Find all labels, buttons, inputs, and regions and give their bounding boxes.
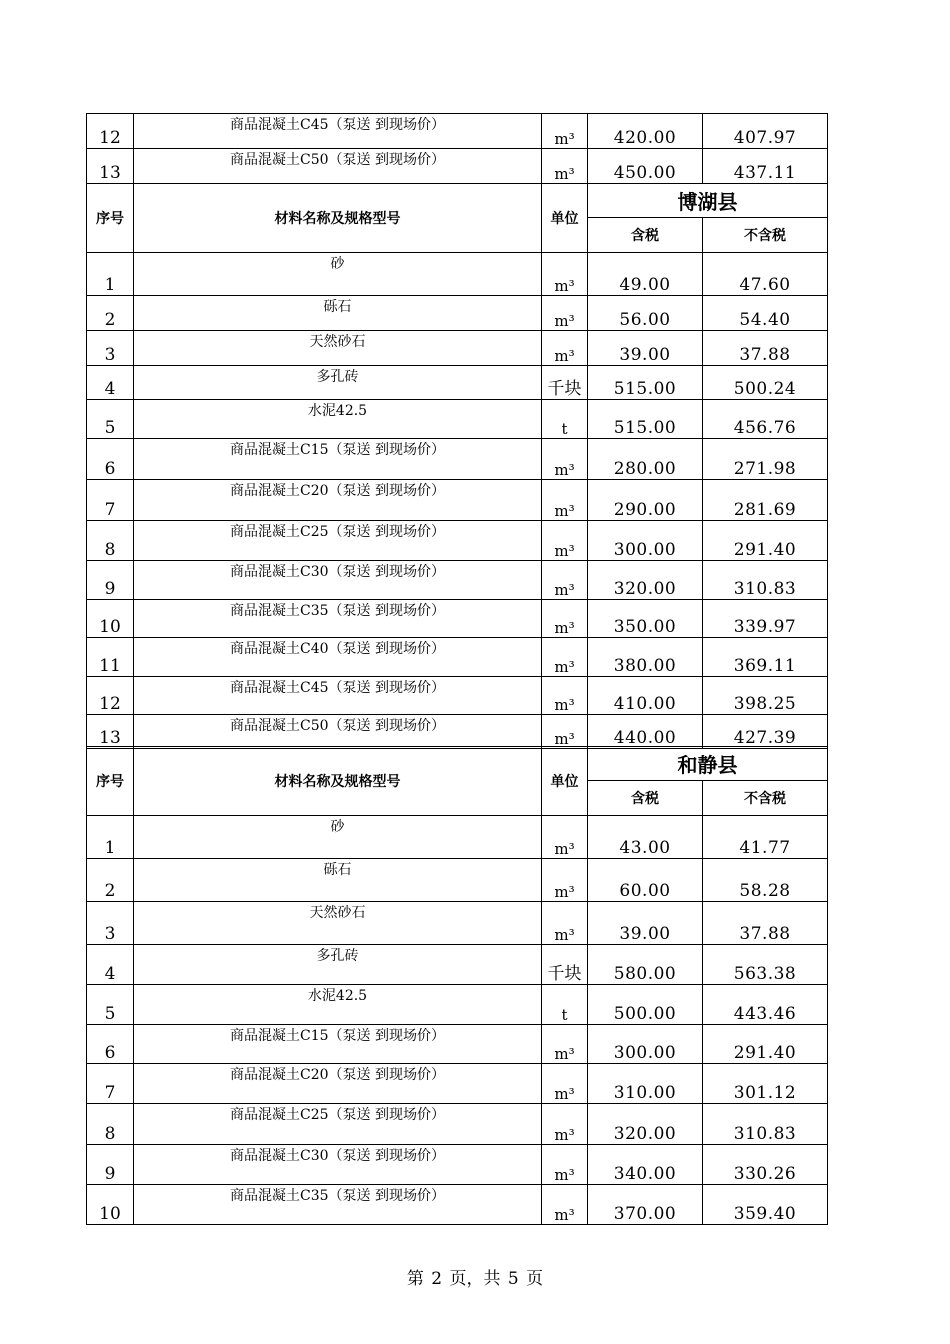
price-table <box>86 113 828 749</box>
price-with-tax: 515.00 <box>588 400 703 439</box>
price-without-tax: 301.12 <box>703 1064 828 1104</box>
table-row <box>87 480 828 521</box>
table-row <box>87 715 828 749</box>
price-without-tax: 37.88 <box>703 902 828 945</box>
row-number: 2 <box>87 859 134 902</box>
price-with-tax: 580.00 <box>588 945 703 985</box>
material-name: 砂 <box>134 253 542 296</box>
header-without-tax: 不含税 <box>703 781 828 816</box>
unit: m³ <box>542 1025 588 1064</box>
price-without-tax: 398.25 <box>703 677 828 715</box>
unit: m³ <box>542 1064 588 1104</box>
table-row <box>87 296 828 331</box>
price-with-tax: 500.00 <box>588 985 703 1025</box>
price-with-tax: 290.00 <box>588 480 703 521</box>
unit: m³ <box>542 253 588 296</box>
price-with-tax: 320.00 <box>588 1104 703 1145</box>
table-row <box>87 902 828 945</box>
unit: m³ <box>542 439 588 480</box>
table-row <box>87 1145 828 1185</box>
price-without-tax: 41.77 <box>703 816 828 859</box>
unit: t <box>542 400 588 439</box>
section-header-row <box>87 184 828 218</box>
header-unit: 单位 <box>542 184 588 253</box>
table-row <box>87 816 828 859</box>
table-row <box>87 253 828 296</box>
unit: m³ <box>542 638 588 677</box>
row-number: 10 <box>87 600 134 638</box>
material-name: 天然砂石 <box>134 331 542 366</box>
row-number: 1 <box>87 253 134 296</box>
row-number: 3 <box>87 331 134 366</box>
unit: m³ <box>542 561 588 600</box>
footer-total-unit: 页 <box>526 1269 544 1289</box>
material-name: 商品混凝土C25（泵送 到现场价） <box>134 521 542 561</box>
unit: 千块 <box>542 945 588 985</box>
county-title: 博湖县 <box>588 184 828 218</box>
section-header-row <box>87 747 828 781</box>
table-row <box>87 1025 828 1064</box>
price-without-tax: 407.97 <box>703 114 828 149</box>
price-without-tax: 437.11 <box>703 149 828 184</box>
table-row <box>87 400 828 439</box>
table-row <box>87 366 828 400</box>
price-with-tax: 320.00 <box>588 561 703 600</box>
price-without-tax: 500.24 <box>703 366 828 400</box>
price-without-tax: 58.28 <box>703 859 828 902</box>
header-without-tax: 不含税 <box>703 218 828 253</box>
price-without-tax: 310.83 <box>703 1104 828 1145</box>
price-with-tax: 300.00 <box>588 521 703 561</box>
material-name: 砾石 <box>134 296 542 331</box>
row-number: 12 <box>87 114 134 149</box>
unit: m³ <box>542 1185 588 1225</box>
unit: m³ <box>542 521 588 561</box>
table-row <box>87 1185 828 1225</box>
header-no: 序号 <box>87 184 134 253</box>
price-with-tax: 300.00 <box>588 1025 703 1064</box>
table-row <box>87 985 828 1025</box>
price-without-tax: 291.40 <box>703 1025 828 1064</box>
material-name: 水泥42.5 <box>134 985 542 1025</box>
price-without-tax: 47.60 <box>703 253 828 296</box>
price-without-tax: 37.88 <box>703 331 828 366</box>
material-name: 商品混凝土C40（泵送 到现场价） <box>134 638 542 677</box>
row-number: 7 <box>87 480 134 521</box>
price-with-tax: 370.00 <box>588 1185 703 1225</box>
row-number: 13 <box>87 715 134 749</box>
price-without-tax: 427.39 <box>703 715 828 749</box>
unit: m³ <box>542 902 588 945</box>
row-number: 2 <box>87 296 134 331</box>
material-name: 商品混凝土C45（泵送 到现场价） <box>134 677 542 715</box>
price-with-tax: 410.00 <box>588 677 703 715</box>
table-row <box>87 638 828 677</box>
price-without-tax: 54.40 <box>703 296 828 331</box>
material-name: 砾石 <box>134 859 542 902</box>
header-unit: 单位 <box>542 747 588 816</box>
price-with-tax: 39.00 <box>588 331 703 366</box>
price-with-tax: 340.00 <box>588 1145 703 1185</box>
price-without-tax: 271.98 <box>703 439 828 480</box>
unit: m³ <box>542 1145 588 1185</box>
table-row <box>87 600 828 638</box>
material-name: 砂 <box>134 816 542 859</box>
footer-page-unit: 页，共 <box>449 1269 501 1289</box>
price-without-tax: 330.26 <box>703 1145 828 1185</box>
table-row <box>87 114 828 149</box>
footer-page-number: 2 <box>431 1269 443 1289</box>
row-number: 5 <box>87 985 134 1025</box>
material-name: 商品混凝土C20（泵送 到现场价） <box>134 1064 542 1104</box>
material-name: 多孔砖 <box>134 945 542 985</box>
unit: m³ <box>542 677 588 715</box>
material-name: 商品混凝土C20（泵送 到现场价） <box>134 480 542 521</box>
material-name: 商品混凝土C50（泵送 到现场价） <box>134 149 542 184</box>
price-with-tax: 39.00 <box>588 902 703 945</box>
material-name: 商品混凝土C15（泵送 到现场价） <box>134 1025 542 1064</box>
row-number: 11 <box>87 638 134 677</box>
row-number: 6 <box>87 439 134 480</box>
price-with-tax: 350.00 <box>588 600 703 638</box>
price-with-tax: 43.00 <box>588 816 703 859</box>
table-row <box>87 677 828 715</box>
row-number: 12 <box>87 677 134 715</box>
price-with-tax: 420.00 <box>588 114 703 149</box>
row-number: 8 <box>87 521 134 561</box>
unit: t <box>542 985 588 1025</box>
header-name: 材料名称及规格型号 <box>134 184 542 253</box>
header-with-tax: 含税 <box>588 218 703 253</box>
price-without-tax: 310.83 <box>703 561 828 600</box>
price-without-tax: 456.76 <box>703 400 828 439</box>
unit: m³ <box>542 331 588 366</box>
row-number: 3 <box>87 902 134 945</box>
row-number: 1 <box>87 816 134 859</box>
unit: m³ <box>542 859 588 902</box>
material-name: 天然砂石 <box>134 902 542 945</box>
unit: 千块 <box>542 366 588 400</box>
price-with-tax: 440.00 <box>588 715 703 749</box>
material-name: 商品混凝土C35（泵送 到现场价） <box>134 1185 542 1225</box>
row-number: 7 <box>87 1064 134 1104</box>
price-with-tax: 280.00 <box>588 439 703 480</box>
unit: m³ <box>542 600 588 638</box>
table-row <box>87 1104 828 1145</box>
price-without-tax: 443.46 <box>703 985 828 1025</box>
price-without-tax: 563.38 <box>703 945 828 985</box>
material-name: 多孔砖 <box>134 366 542 400</box>
unit: m³ <box>542 715 588 749</box>
material-name: 商品混凝土C30（泵送 到现场价） <box>134 1145 542 1185</box>
price-without-tax: 339.97 <box>703 600 828 638</box>
row-number: 13 <box>87 149 134 184</box>
row-number: 9 <box>87 561 134 600</box>
price-without-tax: 359.40 <box>703 1185 828 1225</box>
row-number: 4 <box>87 366 134 400</box>
material-name: 商品混凝土C35（泵送 到现场价） <box>134 600 542 638</box>
price-without-tax: 281.69 <box>703 480 828 521</box>
table-row <box>87 561 828 600</box>
row-number: 9 <box>87 1145 134 1185</box>
unit: m³ <box>542 296 588 331</box>
price-with-tax: 49.00 <box>588 253 703 296</box>
page-footer <box>0 1264 950 1289</box>
table-row <box>87 439 828 480</box>
price-with-tax: 60.00 <box>588 859 703 902</box>
footer-total-pages: 5 <box>507 1269 519 1289</box>
table-row <box>87 1064 828 1104</box>
material-name: 商品混凝土C30（泵送 到现场价） <box>134 561 542 600</box>
row-number: 10 <box>87 1185 134 1225</box>
price-table-2 <box>86 746 828 1225</box>
header-name: 材料名称及规格型号 <box>134 747 542 816</box>
price-with-tax: 56.00 <box>588 296 703 331</box>
table-row <box>87 859 828 902</box>
table-row <box>87 521 828 561</box>
unit: m³ <box>542 114 588 149</box>
material-name: 商品混凝土C15（泵送 到现场价） <box>134 439 542 480</box>
unit: m³ <box>542 480 588 521</box>
county-title: 和静县 <box>588 747 828 781</box>
row-number: 6 <box>87 1025 134 1064</box>
material-name: 商品混凝土C50（泵送 到现场价） <box>134 715 542 749</box>
header-with-tax: 含税 <box>588 781 703 816</box>
row-number: 4 <box>87 945 134 985</box>
table-row <box>87 945 828 985</box>
table-row <box>87 149 828 184</box>
row-number: 8 <box>87 1104 134 1145</box>
price-with-tax: 380.00 <box>588 638 703 677</box>
unit: m³ <box>542 1104 588 1145</box>
table-row <box>87 331 828 366</box>
footer-page-label: 第 <box>406 1269 424 1289</box>
header-no: 序号 <box>87 747 134 816</box>
price-without-tax: 369.11 <box>703 638 828 677</box>
unit: m³ <box>542 816 588 859</box>
row-number: 5 <box>87 400 134 439</box>
price-without-tax: 291.40 <box>703 521 828 561</box>
material-name: 水泥42.5 <box>134 400 542 439</box>
price-with-tax: 515.00 <box>588 366 703 400</box>
unit: m³ <box>542 149 588 184</box>
price-with-tax: 310.00 <box>588 1064 703 1104</box>
material-name: 商品混凝土C25（泵送 到现场价） <box>134 1104 542 1145</box>
material-name: 商品混凝土C45（泵送 到现场价） <box>134 114 542 149</box>
price-with-tax: 450.00 <box>588 149 703 184</box>
